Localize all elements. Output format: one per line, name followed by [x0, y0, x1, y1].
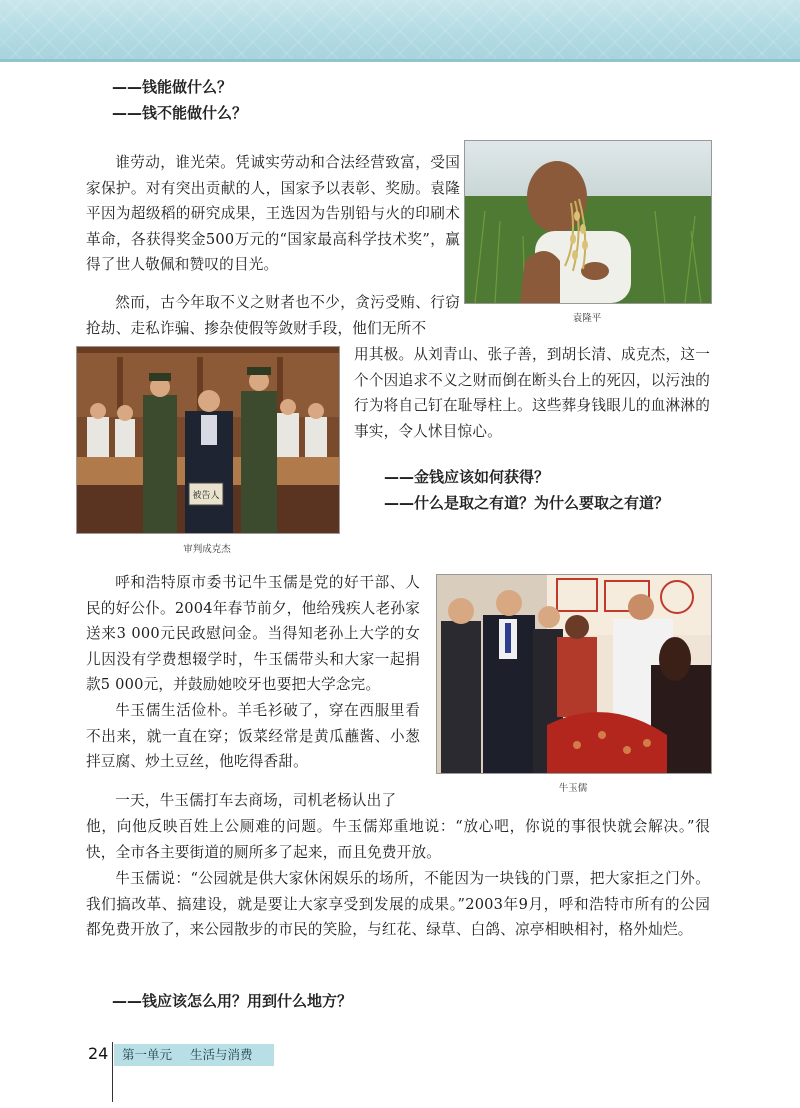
header-banner [0, 0, 800, 62]
photo-yuan-longping [464, 140, 712, 304]
paragraph-niu-yuru-2: 牛玉儒生活俭朴。羊毛衫破了，穿在西服里看不出来，就一直在穿；饭菜经常是黄瓜蘸酱、小葱拌豆腐、炒土豆丝，他吃得香甜。 [86, 702, 420, 771]
photo-niu-yuru [436, 574, 712, 774]
caption-yuan-longping: 袁隆平 [572, 313, 602, 324]
question-4: ——什么是取之有道？为什么要取之有道？ [384, 494, 670, 512]
photo-trial [76, 346, 340, 534]
caption-niu-yuru: 牛玉儒 [558, 783, 588, 794]
paragraph-niu-yuru-1: 呼和浩特原市委书记牛玉儒是党的好干部、人民的好公仆。2004年春节前夕，他给残疾人老孙家送来3 000元民政慰问金。当得知老孙上大学的女儿因没有学费想辍学时，牛玉儒带头和大家一起捐款5 000元，并鼓励她咬牙也要把大学念完。 [86, 574, 420, 694]
footer-title: 生活与消费 [190, 1047, 253, 1062]
question-3: ——金钱应该如何获得？ [384, 468, 550, 486]
question-1: ——钱能做什么？ [112, 78, 233, 96]
paragraph-illegal-wealth-b: 用其极。从刘青山、张子善，到胡长清、成克杰，这一个个因追求不义之财而倒在断头台上的死囚，以污浊的行为将自己钉在耻辱柱上。这些葬身钱眼儿的血淋淋的事实，令人怵目惊心。 [354, 346, 710, 440]
page-number: 24 [88, 1044, 109, 1063]
paragraph-labor: 谁劳动，谁光荣。凭诚实劳动和合法经营致富，受国家保护。对有突出贡献的人，国家予以表彰、奖励。袁隆平因为超级稻的研究成果，王选因为告别铅与火的印刷术革命，各获得奖金500万元的“国家最高科学技术奖”，赢得了世人敬佩和赞叹的目光。 [86, 154, 460, 274]
paragraph-niu-yuru-3b: 他，向他反映百姓上公厕难的问题。牛玉儒郑重地说：“放心吧，你说的事很快就会解决。”很快，全市各主要街道的厕所多了起来，而且免费开放。 [86, 818, 710, 861]
paragraph-niu-yuru-3a: 一天，牛玉儒打车去商场，司机老杨认出了 [115, 792, 397, 809]
question-5: ——钱应该怎么用？用到什么地方？ [112, 992, 353, 1010]
paragraph-niu-yuru-4: 牛玉儒说：“公园就是供大家休闲娱乐的场所，不能因为一块钱的门票，把大家拒之门外。我们搞改革、搞建设，就是要让大家享受到发展的成果。”2003年9月，呼和浩特市所有的公园都免费开放了，来公园散步的市民的笑脸，与红花、绿草、白鸽、凉亭相映相衬，格外灿烂。 [86, 870, 710, 939]
footer-unit-band [114, 1044, 274, 1066]
defendant-sign: 被告人 [192, 491, 220, 501]
caption-trial: 审判成克杰 [183, 544, 231, 555]
footer-unit: 第一单元 [122, 1047, 173, 1062]
paragraph-illegal-wealth-a: 然而，古今年取不义之财者也不少，贪污受贿、行窃抢劫、走私诈骗、掺杂使假等敛财手段，他们无所不 [86, 294, 460, 337]
question-2: ——钱不能做什么？ [112, 104, 248, 122]
footer-divider [112, 1042, 113, 1102]
